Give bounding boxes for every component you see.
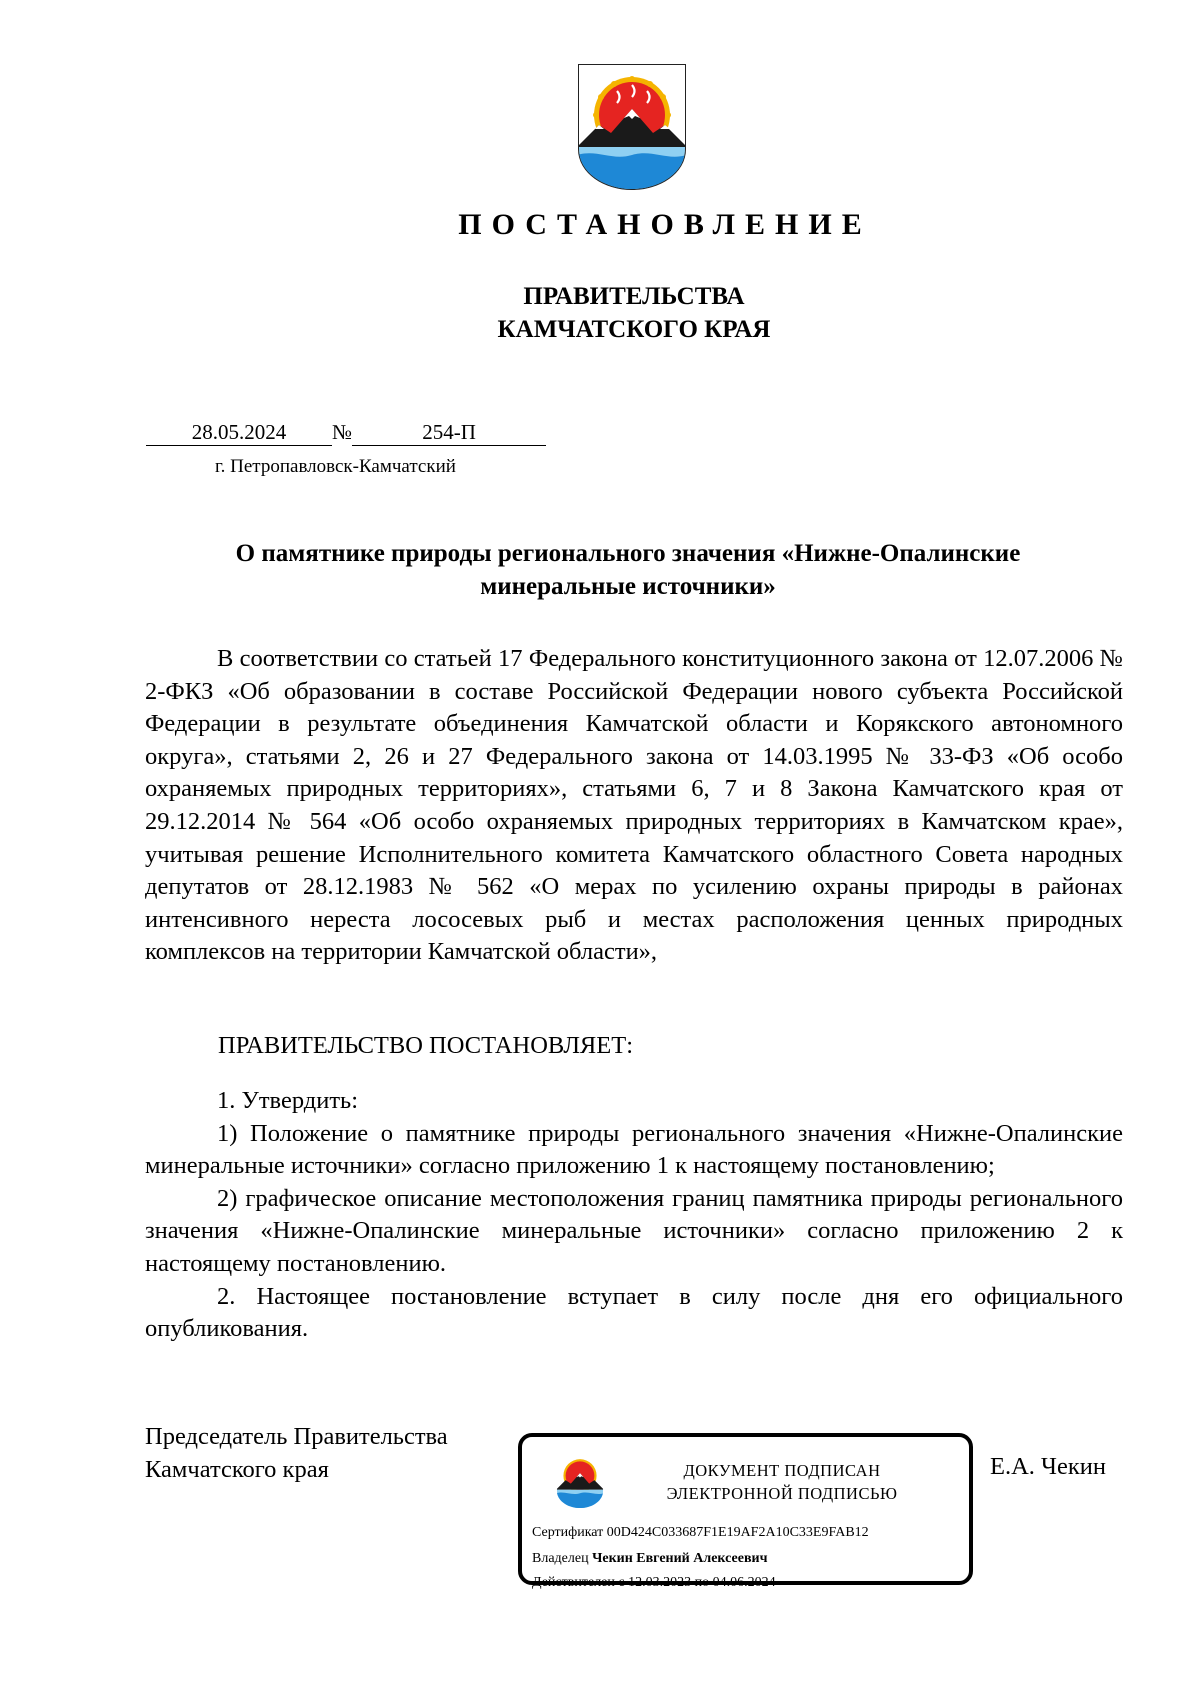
document-subject: [0, 537, 1200, 603]
valid-from-label: с: [618, 1575, 625, 1590]
list-item: 1) Положение о памятнике природы регионального значения «Нижне-Опалинские минеральные источники» согласно приложению 1 к настоящему постановлению;: [145, 1119, 1123, 1180]
electronic-signature-stamp: [518, 1433, 973, 1590]
validity-label: Действителен: [532, 1575, 615, 1590]
valid-to-date: 04.06.2024: [712, 1575, 776, 1590]
stamp-title-line-2: ЭЛЕКТРОННОЙ ПОДПИСЬЮ: [666, 1484, 898, 1503]
signatory-position: [145, 1420, 448, 1486]
certificate-label: Сертификат: [532, 1525, 604, 1540]
document-number: 254-П: [352, 420, 546, 446]
preamble: [145, 643, 1123, 969]
valid-to-label: по: [694, 1575, 710, 1590]
issue-city: г. Петропавловск-Камчатский: [215, 456, 456, 477]
resolution-phrase: ПРАВИТЕЛЬСТВО ПОСТАНОВЛЯЕТ:: [218, 1032, 634, 1059]
document-type-title: ПОСТАНОВЛЕНИЕ: [458, 208, 872, 241]
validity-line: [532, 1575, 776, 1591]
registration-line: [146, 420, 546, 446]
number-sign: №: [332, 420, 353, 444]
issuing-authority: [0, 280, 1200, 346]
resolution-items: [145, 1085, 1123, 1346]
owner-value: Чекин Евгений Алексеевич: [592, 1551, 768, 1566]
position-line-2: Камчатского края: [145, 1456, 329, 1483]
list-item: 2. Настоящее постановление вступает в силу после дня его официального опубликования.: [145, 1282, 1123, 1343]
kamchatka-coat-of-arms-icon: [577, 63, 687, 191]
document-date: 28.05.2024: [146, 420, 332, 446]
list-item: 1. Утвердить:: [217, 1087, 359, 1114]
kamchatka-coat-of-arms-icon: [556, 1453, 604, 1509]
list-item: 2) графическое описание местоположения границ памятника природы регионального значения «Нижне-Опалинские минеральные источники» согласно приложению 2 к настоящему постановлению.: [145, 1184, 1123, 1277]
preamble-paragraph: В соответствии со статьей 17 Федерального конституционного закона от 12.07.2006 № 2-ФКЗ «Об образовании в составе Российской Федерации нового субъекта Российской Федерации в результате объединения Камчатской области и Корякского автономного округа», статьями 2, 26 и 27 Федерального закона от 14.03.1995 № 33-ФЗ «Об особо охраняемых природных территориях», статьями 6, 7 и 8 Закона Камчатского края от 29.12.2014 № 564 «Об особо охраняемых природных территориях в Камчатском крае», учитывая решение Исполнительного комитета Камчатского областного Совета народных депутатов от 28.12.1983 № 562 «О мерах по усилению охраны природы в районах интенсивного нереста лососевых рыб и местах расположения ценных природных комплексов на территории Камчатской области»,: [145, 645, 1123, 966]
owner-label: Владелец: [532, 1551, 589, 1566]
subject-line-2: минеральные источники»: [480, 573, 776, 600]
valid-from-date: 12.03.2023: [628, 1575, 692, 1590]
certificate-line: [532, 1525, 869, 1541]
owner-line: [532, 1551, 767, 1567]
stamp-title: [612, 1459, 952, 1505]
authority-line-2: КАМЧАТСКОГО КРАЯ: [497, 316, 771, 343]
position-line-1: Председатель Правительства: [145, 1423, 448, 1450]
signatory-name: Е.А. Чекин: [990, 1453, 1106, 1480]
certificate-value: 00D424C033687F1E19AF2A10C33E9FAB12: [606, 1525, 869, 1540]
stamp-title-line-1: ДОКУМЕНТ ПОДПИСАН: [683, 1461, 881, 1480]
subject-line-1: О памятнике природы регионального значения «Нижне-Опалинские: [235, 540, 1021, 567]
authority-line-1: ПРАВИТЕЛЬСТВА: [523, 283, 745, 310]
